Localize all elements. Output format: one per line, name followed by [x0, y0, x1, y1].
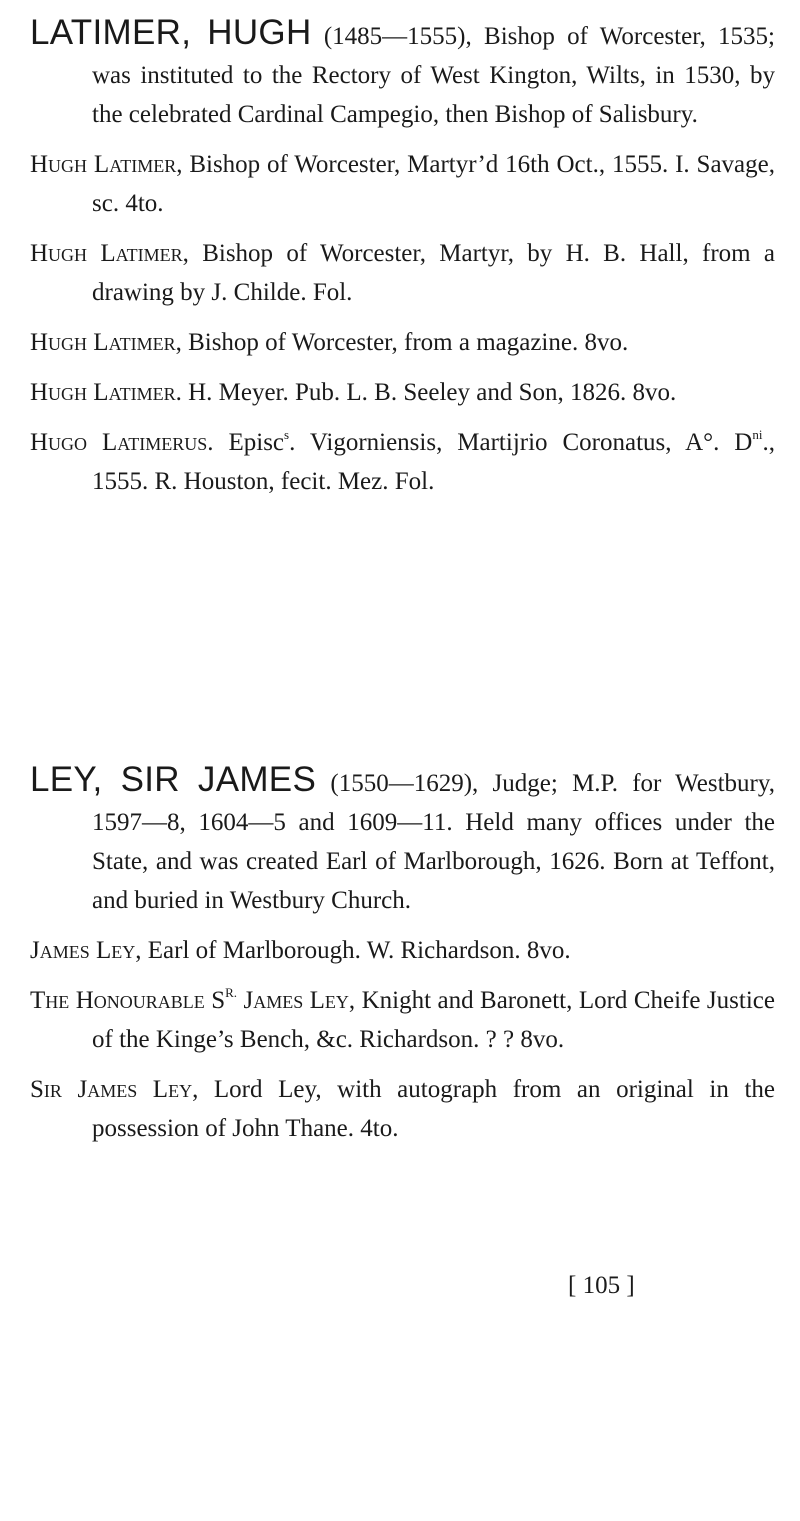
portrait-name: Hugh Latimer [30, 240, 183, 267]
portrait-name: James Ley [237, 987, 349, 1014]
portrait-details: . H. Meyer. Pub. L. B. Seeley and Son, 1826. 8vo. [175, 379, 677, 406]
portrait-details: , Bishop of Worcester, Martyr’d 16th Oct., 1555. I. Savage, sc. 4to. [92, 151, 775, 217]
portrait-name: James Ley [30, 937, 136, 964]
portrait-name: Sir James Ley [30, 1076, 193, 1103]
portrait-details: , Knight and Baronett, Lord Cheife Justice of the Kinge’s Bench, &c. Richardson. ? ? 8vo. [92, 987, 775, 1053]
portrait-name: Hugo Latimerus [30, 429, 208, 456]
entry-name: LATIMER, HUGH [30, 13, 312, 52]
page-number: [ 105 ] [568, 1272, 635, 1299]
entry-ley [30, 760, 775, 1148]
portrait-details: , Bishop of Worcester, Martyr, by H. B. Hall, from a drawing by J. Childe. Fol. [92, 240, 775, 306]
portrait-details: , Bishop of Worcester, from a magazine. 8vo. [175, 329, 629, 356]
portrait-name: Hugh Latimer [30, 329, 176, 356]
portrait-name: Hugh Latimer [30, 379, 176, 406]
portrait-entry [30, 145, 775, 223]
portrait-details: ., 1555. R. Houston, fecit. Mez. Fol. [92, 429, 775, 495]
portrait-entry [30, 234, 775, 312]
entry-name: LEY, SIR JAMES [30, 760, 317, 799]
portrait-entry [30, 373, 775, 412]
portrait-details: . Episc [207, 429, 285, 456]
entry-heading [30, 13, 775, 134]
portrait-entry [30, 423, 775, 501]
portrait-details: . Vigorniensis, Martijrio Coronatus, A°. D [289, 429, 753, 456]
entry-description: (1485—1555), Bishop of Worcester, 1535; was instituted to the Rectory of West Kington, Wilts, in 1530, by the celebrated Cardinal Campegio, then Bishop of Salisbury. [92, 23, 776, 128]
entry-description: (1550—1629), Judge; M.P. for Westbury, 1597—8, 1604—5 and 1609—11. Held many offices under the State, and was created Earl of Marlborough, 1626. Born at Teffont, and buried in Westbury Church. [92, 770, 775, 914]
portrait-entry [30, 931, 775, 970]
portrait-details: , Earl of Marlborough. W. Richardson. 8vo. [135, 937, 571, 964]
superscript: R. [225, 985, 238, 1000]
portrait-details: , Lord Ley, with autograph from an original in the possession of John Thane. 4to. [92, 1076, 775, 1142]
entry-heading [30, 760, 775, 920]
portrait-entry [30, 1070, 775, 1148]
superscript: ni [752, 427, 763, 442]
portrait-entry [30, 323, 775, 362]
entry-latimer [30, 13, 775, 501]
portrait-name: The Honourable S [30, 987, 226, 1014]
portrait-name: Hugh Latimer [30, 151, 177, 178]
superscript: s [284, 427, 290, 442]
portrait-entry [30, 981, 775, 1059]
